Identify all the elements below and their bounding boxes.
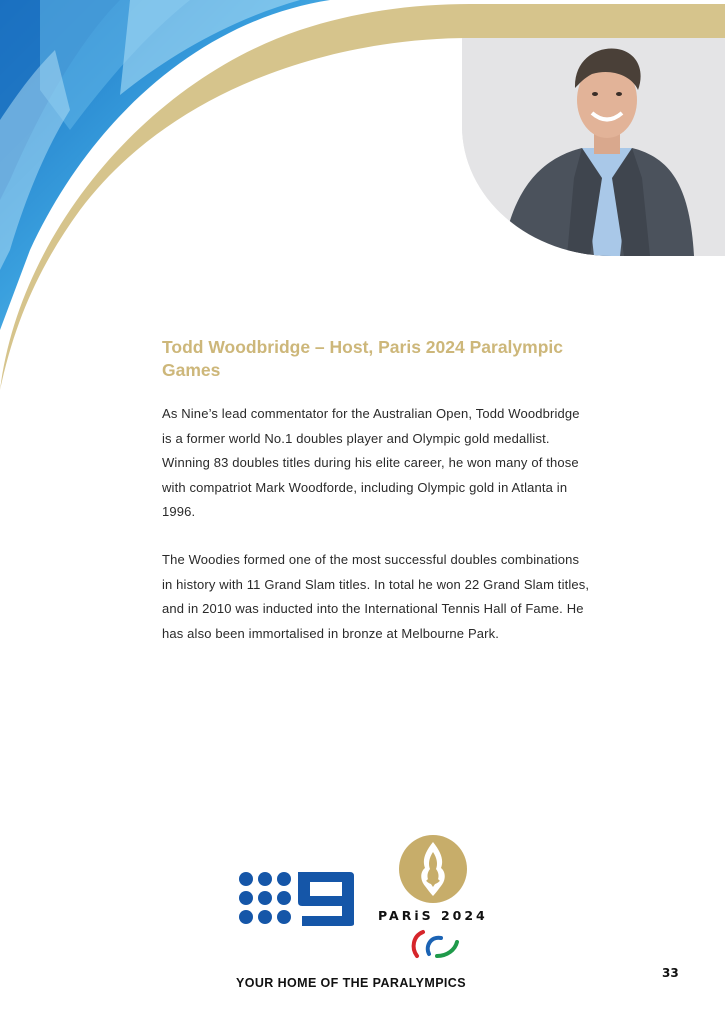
- body-paragraph-1: As Nine’s lead commentator for the Australian Open, Todd Woodbridge is a former world No.1 doubles player and Olympic gold medallist. Winning 83 doubles titles during his elite career, he won many of those with compatriot Mark Woodforde, including Olympic gold in Atlanta in 1996.: [162, 406, 580, 519]
- paris-2024-wordmark: PARiS 2024: [378, 908, 488, 923]
- agitos-icon: [407, 928, 461, 960]
- page-heading: Todd Woodbridge – Host, Paris 2024 Paralympic Games: [162, 337, 563, 380]
- page-number: 33: [662, 966, 679, 980]
- nine-network-logo: [238, 872, 356, 928]
- paris-2024-emblem: [398, 834, 468, 904]
- tagline: YOUR HOME OF THE PARALYMPICS: [236, 976, 466, 990]
- body-paragraph-2: The Woodies formed one of the most successful doubles combinations in history with 11 Grand Slam titles. In total he won 22 Grand Slam titles, and in 2010 was inducted into the International Tennis Hall of Fame. He has also been immortalised in bronze at Melbourne Park.: [162, 552, 590, 641]
